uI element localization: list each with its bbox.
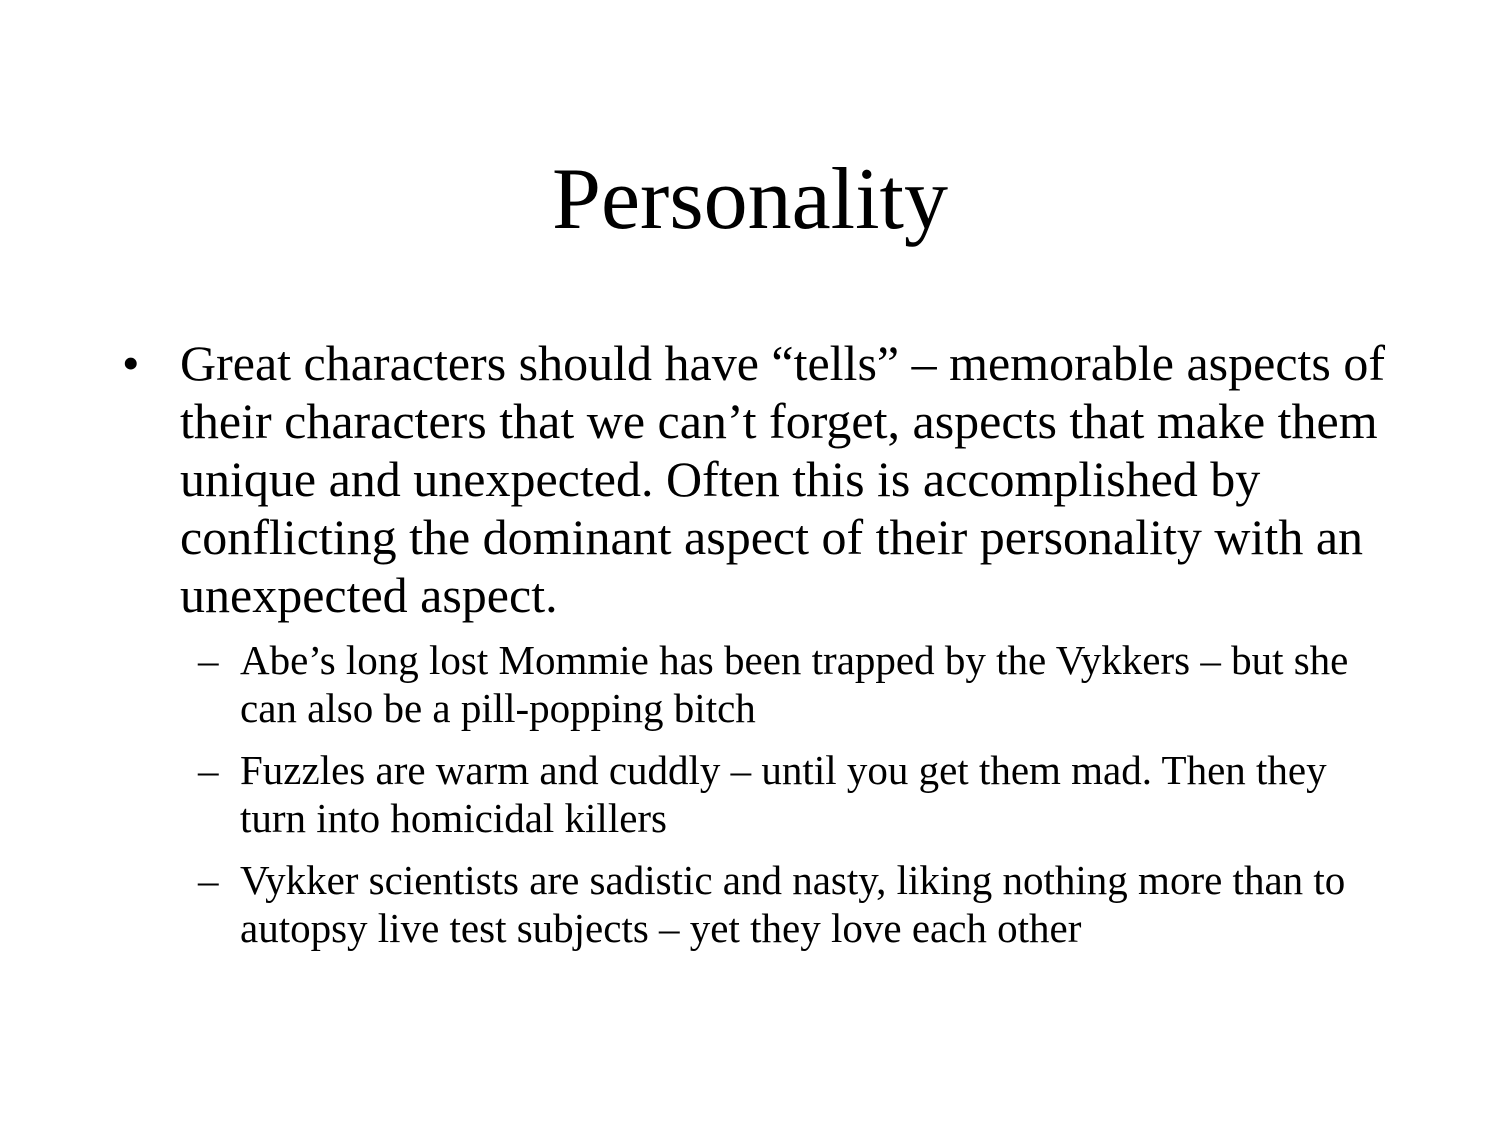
sub-bullet-1: Abe’s long lost Mommie has been trapped by the Vykkers – but she can also be a pill-popping bitch: [240, 637, 1349, 731]
sub-bullet-3: Vykker scientists are sadistic and nasty, liking nothing more than to autopsy live test subjects – yet they love each other: [240, 857, 1346, 951]
slide-title: Personality: [552, 151, 948, 248]
sub-bullet-2: Fuzzles are warm and cuddly – until you get them mad. Then they turn into homicidal killers: [240, 747, 1327, 841]
sub-bullet-marker: –: [198, 637, 219, 683]
sub-bullet-marker: –: [198, 857, 219, 903]
main-bullet-text: Great characters should have “tells” – memorable aspects of their characters that we can’t forget, aspects that make them unique and unexpected. Often this is accomplished by conflicting the dominant aspect of their personality with an unexpected aspect.: [180, 335, 1386, 623]
sub-bullet-marker: –: [198, 747, 219, 793]
bullet-marker: •: [122, 335, 140, 391]
